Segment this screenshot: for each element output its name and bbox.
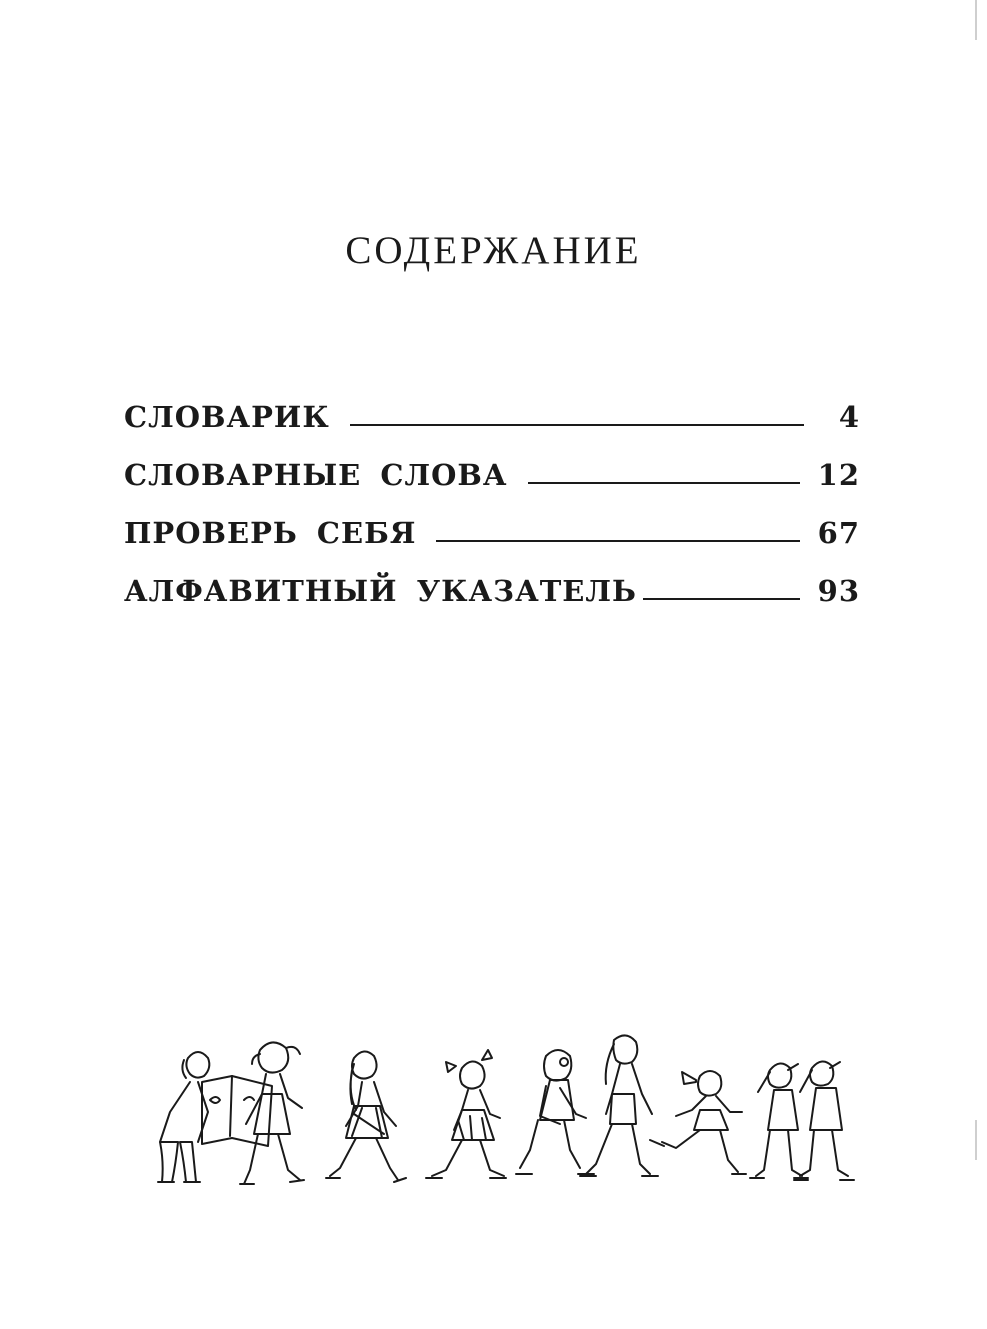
child-figure-9 [794, 1061, 854, 1180]
toc-entry-page: 12 [817, 458, 860, 492]
toc-leader-line [436, 540, 799, 542]
toc-entry-slovarik[interactable] [124, 380, 860, 438]
toc-entry-page: 67 [817, 516, 860, 550]
toc-leader-line [350, 424, 804, 426]
toc-entry-label: АЛФАВИТНЫЙ УКАЗАТЕЛЬ [124, 574, 637, 608]
page-title: СОДЕРЖАНИЕ [345, 229, 642, 272]
page-edge-mark [975, 0, 977, 40]
toc-leader-line [528, 482, 800, 484]
toc-entry-label: СЛОВАРИК [124, 400, 330, 434]
page-edge-mark [975, 1120, 977, 1160]
table-of-contents [124, 380, 860, 612]
toc-entry-label: СЛОВАРНЫЕ СЛОВА [124, 458, 508, 492]
child-figure-6 [580, 1035, 658, 1176]
child-figure-7 [650, 1071, 746, 1174]
child-figure-5 [516, 1050, 594, 1174]
toc-leader-line [643, 598, 800, 600]
toc-entry-page: 4 [838, 400, 860, 434]
child-figure-4 [426, 1050, 506, 1178]
toc-entry-page: 93 [817, 574, 860, 608]
book-shape [202, 1076, 272, 1146]
toc-entry-alfavitny-ukazatel[interactable] [124, 554, 860, 612]
child-figure-8 [750, 1063, 808, 1178]
child-figure-3 [326, 1051, 406, 1182]
toc-entry-prover-sebya[interactable] [124, 496, 860, 554]
walking-children-illustration-icon [140, 1030, 860, 1200]
toc-entry-label: ПРОВЕРЬ СЕБЯ [124, 516, 417, 550]
toc-entry-slovarnye-slova[interactable] [124, 438, 860, 496]
child-figure-2 [240, 1042, 304, 1184]
